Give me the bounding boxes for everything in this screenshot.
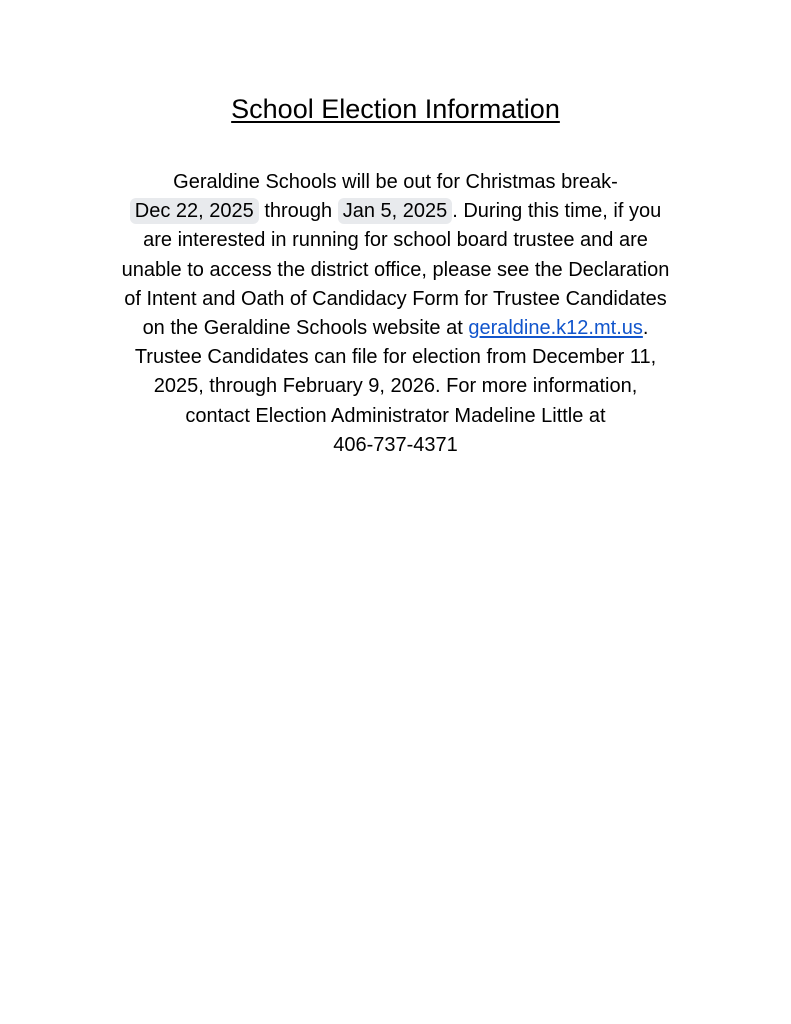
body-line-6 (80, 314, 711, 343)
body-line-6-pre: on the Geraldine Schools website at (142, 317, 469, 340)
body-line-3: are interested in running for school board trustee and are (143, 229, 648, 252)
body-line-2-tail: . During this time, if you (452, 200, 662, 223)
date-chip-end[interactable]: Jan 5, 2025 (338, 198, 453, 224)
body-line-7: Trustee Candidates can file for election from December 11, (134, 346, 657, 369)
body-line-6-post: . (642, 317, 649, 340)
body-line-1: Geraldine Schools will be out for Christmas break- (173, 171, 618, 193)
website-link[interactable]: geraldine.k12.mt.us (468, 317, 643, 340)
phone-number: 406-737-4371 (333, 433, 458, 456)
body-line-4: unable to access the district office, please see the Declaration (121, 258, 670, 281)
body-line-2 (80, 197, 711, 226)
body-line-9: contact Election Administrator Madeline Little at (185, 404, 606, 427)
body-line-8: 2025, through February 9, 2026. For more information, (153, 375, 638, 398)
body-line-5: of Intent and Oath of Candidacy Form for Trustee Candidates (124, 287, 667, 310)
announcement-body (80, 168, 711, 460)
date-chip-start[interactable]: Dec 22, 2025 (130, 198, 259, 224)
page-title: School Election Information (231, 94, 560, 124)
through-text: through (264, 200, 333, 223)
